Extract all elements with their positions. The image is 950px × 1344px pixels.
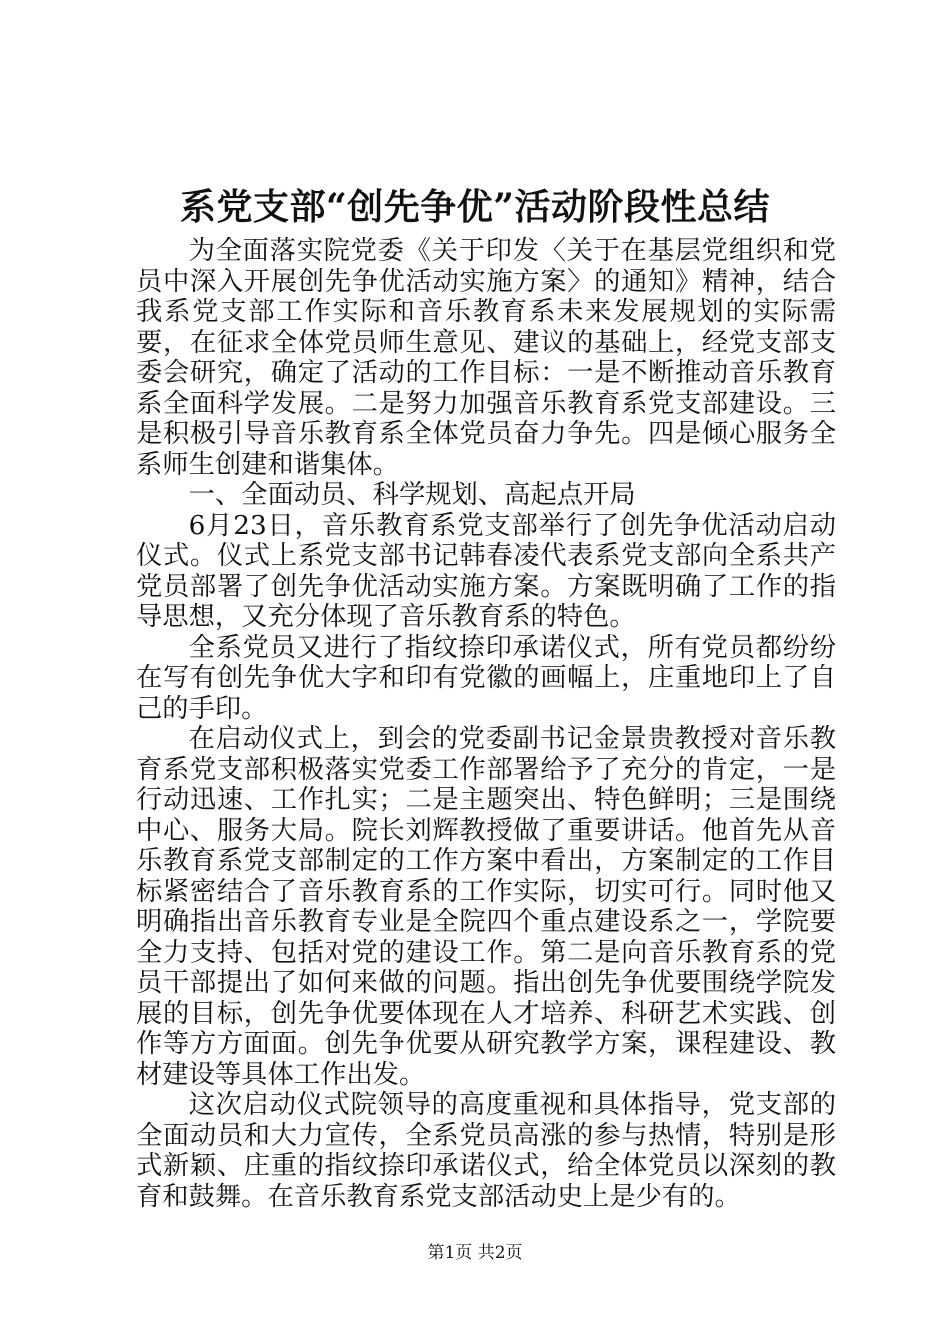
section-heading-1: 一、全面动员、科学规划、高起点开局 [188, 480, 636, 510]
paragraph-summary: 这次启动仪式院领导的高度重视和具体指导，党支部的全面动员和大力宣传，全系党员高涨的参与热情，特别是形式新颖、庄重的指纹捺印承诺仪式，给全体党员以深刻的教育和鼓舞。在音乐教育系党支部活动史上是少有的。 [136, 1090, 836, 1212]
paragraph-fingerprint-pledge: 全系党员又进行了指纹捺印承诺仪式，所有党员都纷纷在写有创先争优大字和印有党徽的画幅上，庄重地印上了自己的手印。 [136, 632, 836, 724]
paragraph-intro: 为全面落实院党委《关于印发〈关于在基层党组织和党员中深入开展创先争优活动实施方案〉的通知》精神，结合我系党支部工作实际和音乐教育系未来发展规划的实际需要，在征求全体党员师生意见、建议的基础上，经党支部支委会研究，确定了活动的工作目标：一是不断推动音乐教育系全面科学发展。二是努力加强音乐教育系党支部建设。三是积极引导音乐教育系全体党员奋力争先。四是倾心服务全系师生创建和谐集体。 [136, 236, 836, 480]
paragraph-launch-ceremony: 6月23日，音乐教育系党支部举行了创先争优活动启动仪式。仪式上系党支部书记韩春凌代表系党支部向全系共产党员部署了创先争优活动实施方案。方案既明确了工作的指导思想，又充分体现了音乐教育系的特色。 [136, 510, 836, 632]
paragraph-leader-speech: 在启动仪式上，到会的党委副书记金景贵教授对音乐教育系党支部积极落实党委工作部署给予了充分的肯定，一是行动迅速、工作扎实；二是主题突出、特色鲜明；三是围绕中心、服务大局。院长刘辉教授做了重要讲话。他首先从音乐教育系党支部制定的工作方案中看出，方案制定的工作目标紧密结合了音乐教育系的工作实际，切实可行。同时他又明确指出音乐教育专业是全院四个重点建设系之一，学院要全力支持、包括对党的建设工作。第二是向音乐教育系的党员干部提出了如何来做的问题。指出创先争优要围绕学院发展的目标，创先争优要体现在人才培养、科研艺术实践、创作等方方面面。创先争优要从研究教学方案，课程建设、教材建设等具体工作出发。 [136, 724, 836, 1090]
page-footer: 第1页 共2页 [427, 1243, 523, 1263]
document-body [136, 236, 836, 1212]
document-title: 系党支部“创先争优”活动阶段性总结 [180, 186, 770, 228]
